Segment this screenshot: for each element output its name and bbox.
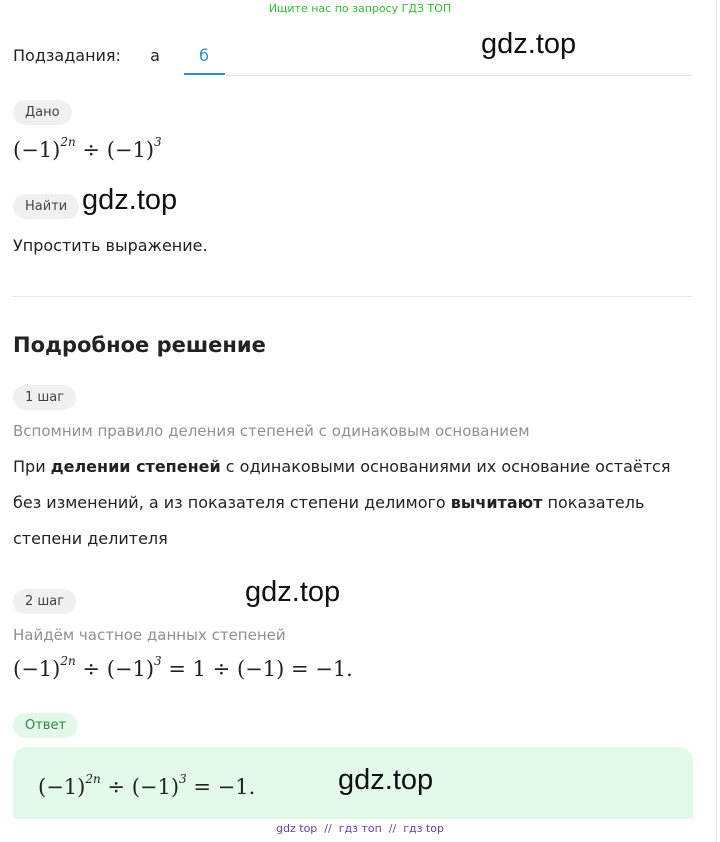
step2-expression: $(-1)^{2n} \div (-1)^3 = 1 \div (-1) = -1$. [13, 654, 353, 681]
given-chip: Дано [13, 100, 72, 125]
footer-separator: // [388, 822, 397, 835]
footer-link[interactable]: gdz top [276, 822, 318, 835]
answer-chip: Ответ [13, 713, 78, 738]
section-divider [13, 296, 692, 297]
footer-link[interactable]: гдз топ [338, 822, 382, 835]
footer-links [0, 822, 720, 835]
active-tab-indicator [184, 73, 225, 75]
watermark: gdz.top [245, 576, 341, 608]
tab-subtask-a[interactable]: а [150, 46, 160, 65]
watermark: gdz.top [82, 184, 178, 216]
watermark: gdz.top [481, 28, 577, 60]
find-text: Упростить выражение. [13, 236, 208, 255]
step1-chip: 1 шаг [13, 385, 76, 410]
page-edge-divider [716, 0, 717, 842]
search-hint-link[interactable]: Ищите нас по запросу ГДЗ ТОП [268, 2, 452, 15]
step2-chip: 2 шаг [13, 589, 76, 614]
tabs-divider [226, 75, 692, 76]
footer-link[interactable]: гдз top [403, 822, 444, 835]
subtasks-label: Подзадания: [13, 46, 121, 65]
tab-subtask-b[interactable]: б [199, 46, 209, 65]
watermark: gdz.top [338, 764, 434, 796]
step1-hint: Вспомним правило деления степеней с одинаковым основанием [13, 422, 530, 440]
given-expression: $(-1)^{2n} \div (-1)^3$ [13, 135, 162, 162]
footer-separator: // [324, 822, 332, 835]
answer-expression: $(-1)^{2n} \div (-1)^3 = -1$. [38, 772, 256, 799]
find-chip: Найти [13, 194, 79, 219]
solution-title: Подробное решение [13, 333, 266, 357]
step2-hint: Найдём частное данных степеней [13, 626, 286, 644]
step1-rule-text: При делении степеней с одинаковыми основаниями их основание остаётся без изменений, а из показателя степени делимого вычитают показатель степени делителя [13, 457, 671, 548]
